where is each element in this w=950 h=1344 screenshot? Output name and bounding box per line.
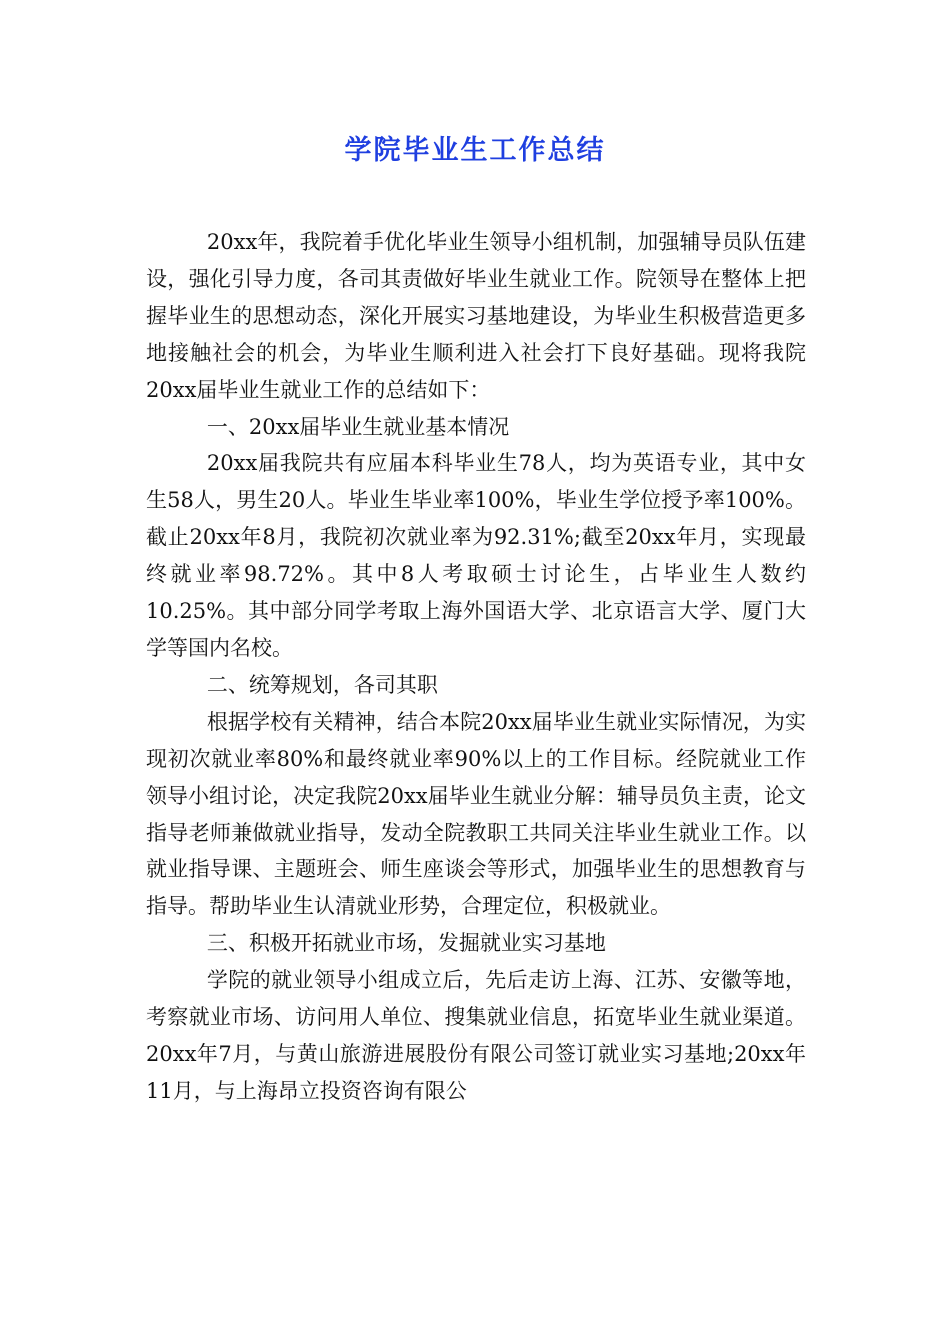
paragraph-section-1: 20xx届我院共有应届本科毕业生78人，均为英语专业，其中女生58人，男生20人。毕业生毕业率100%，毕业生学位授予率100%。截止20xx年8月，我院初次就业率为92.31%;截至20xx年月，实现最终就业率98.72%。其中8人考取硕士讨论生，占毕业生人数约10.25%。其中部分同学考取上海外国语大学、北京语言大学、厦门大学等国内名校。 xyxy=(146,451,806,660)
section-heading-2: 二、统筹规划，各司其职 xyxy=(206,672,438,697)
document-title: 学院毕业生工作总结 xyxy=(344,135,606,166)
document-body xyxy=(146,224,806,1110)
paragraph-intro: 20xx年，我院着手优化毕业生领导小组机制，加强辅导员队伍建设，强化引导力度，各司其责做好毕业生就业工作。院领导在整体上把握毕业生的思想动态，深化开展实习基地建设，为毕业生积极营造更多地接触社会的机会，为毕业生顺利进入社会打下良好基础。现将我院20xx届毕业生就业工作的总结如下： xyxy=(146,230,806,402)
section-heading-1: 一、20xx届毕业生就业基本情况 xyxy=(206,414,510,439)
paragraph-section-3: 学院的就业领导小组成立后，先后走访上海、江苏、安徽等地，考察就业市场、访问用人单位、搜集就业信息，拓宽毕业生就业渠道。20xx年7月，与黄山旅游进展股份有限公司签订就业实习基地;20xx年11月，与上海昂立投资咨询有限公 xyxy=(146,968,806,1103)
paragraph-section-2: 根据学校有关精神，结合本院20xx届毕业生就业实际情况，为实现初次就业率80%和最终就业率90%以上的工作目标。经院就业工作领导小组讨论，决定我院20xx届毕业生就业分解：辅导员负主责，论文指导老师兼做就业指导，发动全院教职工共同关注毕业生就业工作。以就业指导课、主题班会、师生座谈会等形式，加强毕业生的思想教育与指导。帮助毕业生认清就业形势，合理定位，积极就业。 xyxy=(146,709,806,919)
section-heading-3: 三、积极开拓就业市场，发掘就业实习基地 xyxy=(206,931,606,956)
